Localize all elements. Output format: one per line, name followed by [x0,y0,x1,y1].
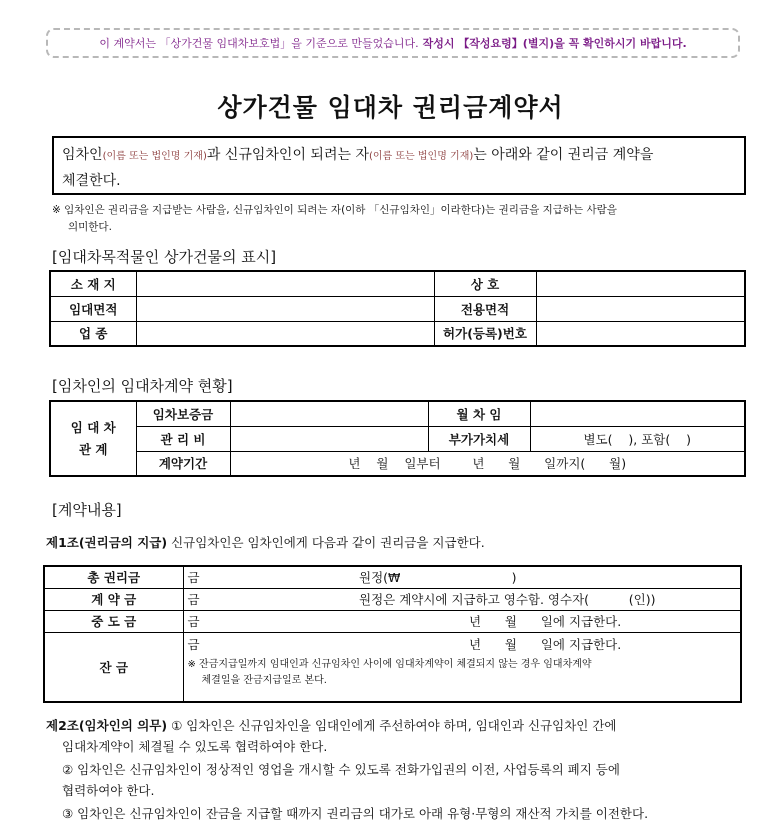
section-lease-status: [임차인의 임대차계약 현황] [52,377,233,395]
notice-text: 이 계약서는 「상가건물 임대차보호법」을 기준으로 만들었습니다. [99,37,419,50]
lease-status-table [49,400,746,477]
field-trade-name[interactable] [536,271,745,296]
label-monthly-rent: 월 차 임 [428,401,530,426]
balance-note [188,657,737,689]
label-exclusive-area: 전용면적 [434,296,536,321]
bal-v2: 년 월 일에 지급한다. [469,636,622,652]
label-mid: 중 도 금 [44,610,183,632]
down-v1: 금 [187,592,200,607]
intro-c: 는 아래와 같이 권리금 계약을 [473,147,654,163]
mid-v1: 금 [187,614,200,629]
field-balance[interactable] [183,632,741,702]
notice-bold: 작성시 【작성요령】(별지)을 꼭 확인하시기 바랍니다. [422,37,687,50]
notice-box [46,28,740,58]
article-2-l3: ③ 임차인은 신규임차인이 잔금을 지급할 때까지 권리금의 대가로 아래 유형·무형의 재산적 가치를 이전한다. [62,806,649,821]
note [52,202,746,236]
label-address: 소 재 지 [50,271,136,296]
label-vat: 부가가치세 [428,426,530,451]
field-contract-period[interactable]: 년 월 일부터 년 월 일까지( 월) [230,451,745,476]
label-mgmt-fee: 관 리 비 [136,426,230,451]
lease-relation-2: 관 계 [78,441,108,457]
intro-a: 임차인 [62,147,103,163]
article-2-l1b: 임대차계약이 체결될 수 있도록 협력하여야 한다. [62,739,328,754]
field-lease-area[interactable] [136,296,434,321]
section-contract: [계약내용] [52,501,122,519]
bal-note-1: ※ 잔금지급일까지 임대인과 신규임차인 사이에 임대차계약이 체결되지 않는 경우 임대차계약 [187,658,592,670]
field-business-type[interactable] [136,321,434,346]
label-down: 계 약 금 [44,588,183,610]
intro-box [52,136,746,195]
label-contract-period: 계약기간 [136,451,230,476]
label-license-no: 허가(등록)번호 [434,321,536,346]
down-v2: 원정은 계약시에 지급하고 영수함. 영수자( (인)) [359,592,656,607]
field-vat[interactable]: 별도( ), 포함( ) [530,426,745,451]
property-table [49,270,746,347]
bal-v1: 금 [187,636,200,652]
field-address[interactable] [136,271,434,296]
mid-v2: 년 월 일에 지급한다. [469,614,622,629]
note-line1: ※ 임차인은 권리금을 지급받는 사람을, 신규임차인이 되려는 자(이하 「신규임차인」이라한다)는 권리금을 지급하는 사람을 [52,204,617,216]
bal-note-2: 체결일을 잔금지급일로 본다. [201,674,327,686]
note-line2: 의미한다. [68,221,112,233]
label-trade-name: 상 호 [434,271,536,296]
article-1-body: 신규임차인은 임차인에게 다음과 같이 권리금을 지급한다. [171,535,485,550]
lease-relation-1: 임 대 차 [70,419,116,435]
intro-b: 과 신규임차인이 되려는 자 [206,147,369,163]
article-2-head: 제2조(임차인의 의무) [46,718,168,733]
section-property: [임대차목적물인 상가건물의 표시] [52,248,277,266]
field-down[interactable] [183,588,741,610]
label-deposit: 임차보증금 [136,401,230,426]
premium-table [43,565,742,703]
label-lease-area: 임대면적 [50,296,136,321]
article-2-l1: ① 임차인은 신규임차인을 임대인에게 주선하여야 하며, 임대인과 신규임차인 간에 [171,718,617,733]
field-exclusive-area[interactable] [536,296,745,321]
intro-d: 체결한다. [62,173,121,189]
label-balance: 잔 금 [44,632,183,702]
label-total: 총 권리금 [44,566,183,588]
field-mgmt-fee[interactable] [230,426,428,451]
article-2-l2b: 협력하여야 한다. [62,783,155,798]
field-license-no[interactable] [536,321,745,346]
article-1 [46,532,485,553]
label-business-type: 업 종 [50,321,136,346]
label-lease-relation [50,401,136,476]
article-2-l2: ② 임차인은 신규임차인이 정상적인 영업을 개시할 수 있도록 전화가입권의 이전, 사업등록의 폐지 등에 [62,762,620,777]
field-mid[interactable] [183,610,741,632]
field-deposit[interactable] [230,401,428,426]
total-v1: 금 [187,570,200,586]
total-v2: 원정(₩ ) [359,570,517,586]
field-total[interactable] [183,566,741,588]
article-2 [46,715,746,824]
field-monthly-rent[interactable] [530,401,745,426]
article-1-head: 제1조(권리금의 지급) [46,535,168,550]
intro-a-sm: (이름 또는 법인명 기재) [102,151,207,162]
intro-b-sm: (이름 또는 법인명 기재) [368,151,474,162]
page-title: 상가건물 임대차 권리금계약서 [217,93,564,122]
